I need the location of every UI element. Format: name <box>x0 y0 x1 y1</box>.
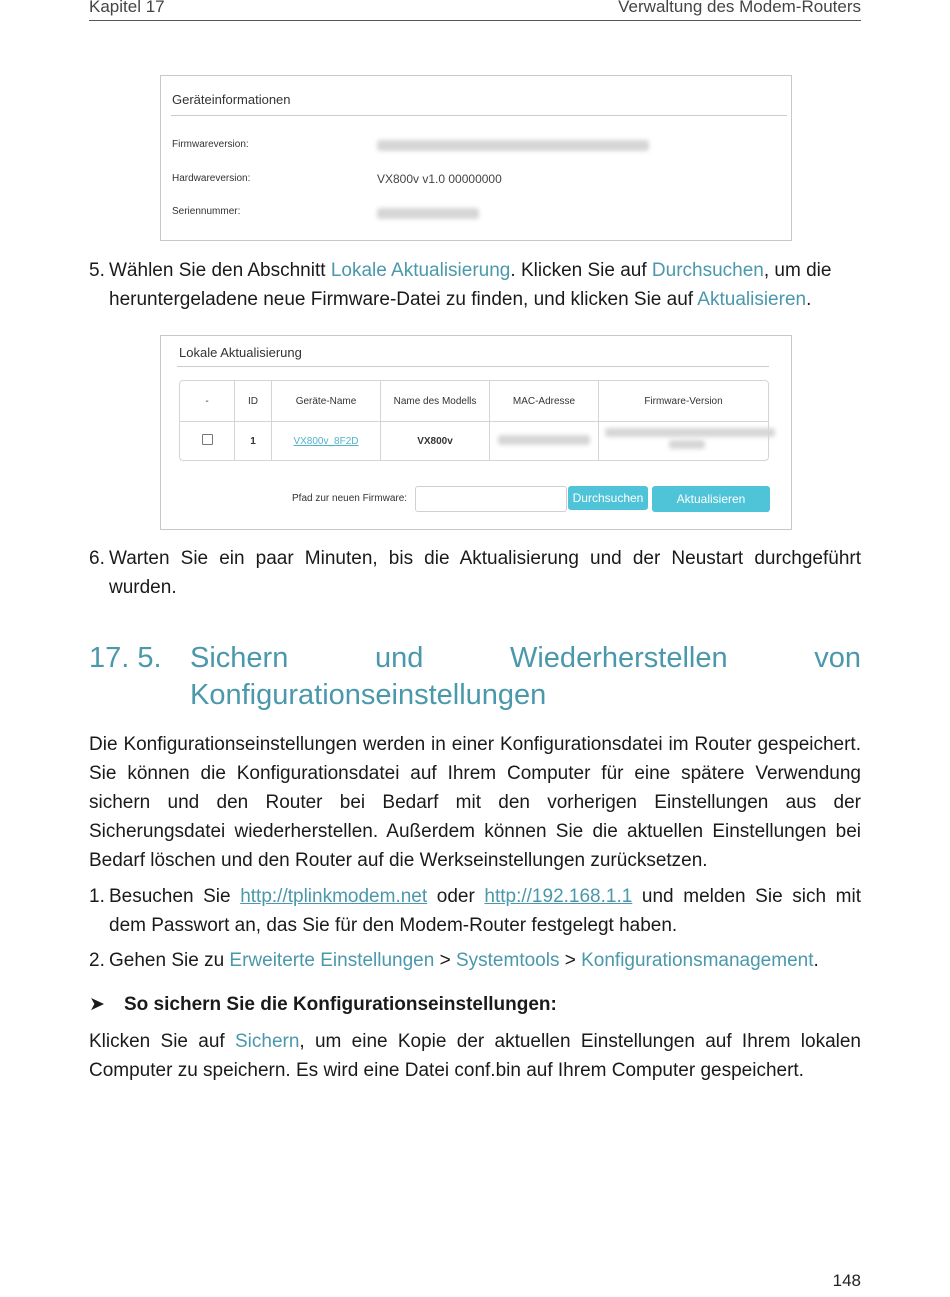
step-5-text-4: . <box>806 289 812 310</box>
arrow-bullet-icon: ➤ <box>89 994 105 1015</box>
section-number: 17. 5. <box>89 642 162 674</box>
step-2-highlight-systemtools: Systemtools <box>455 950 560 971</box>
step-5-text-2: . Klicken Sie auf <box>510 260 652 281</box>
step-6 <box>89 544 861 602</box>
row-checkbox[interactable] <box>202 434 213 445</box>
step-2 <box>89 946 861 975</box>
local-update-divider <box>177 366 769 367</box>
browse-button[interactable]: Durchsuchen <box>568 486 648 510</box>
row-mac-cell <box>490 422 599 460</box>
serial-label: Seriennummer: <box>172 206 241 217</box>
device-info-screenshot <box>160 75 792 241</box>
col-header-select: - <box>180 381 235 422</box>
step-2-highlight-advanced: Erweiterte Einstellungen <box>229 950 435 971</box>
step-6-text: Warten Sie ein paar Minuten, bis die Aktualisierung und der Neustart durchgeführt wurden. <box>109 548 861 598</box>
step-6-number: 6. <box>89 548 105 569</box>
step-2-text-2: . <box>813 950 819 971</box>
hardware-value: VX800v v1.0 00000000 <box>377 172 502 186</box>
update-button[interactable]: Aktualisieren <box>652 486 770 512</box>
page-number: 148 <box>832 1271 861 1290</box>
backup-highlight-save: Sichern <box>235 1031 300 1052</box>
firmware-path-label: Pfad zur neuen Firmware: <box>292 493 408 504</box>
step-1-number: 1. <box>89 886 105 907</box>
col-header-model: Name des Modells <box>381 381 490 422</box>
step-5-highlight-local-update: Lokale Aktualisierung <box>330 260 511 281</box>
row-firmware-cell <box>599 422 768 460</box>
step-5-text-1: Wählen Sie den Abschnitt <box>109 260 331 281</box>
row-device-name-link[interactable]: VX800v_8F2D <box>272 422 381 460</box>
step-1-text-1: Besuchen Sie <box>109 886 241 907</box>
serial-value-blurred <box>377 208 479 219</box>
row-select-cell <box>180 422 235 460</box>
device-info-divider <box>171 115 787 116</box>
intro-paragraph: Die Konfigurationseinstellungen werden in einer Konfigurationsdatei im Router gespeichert. Sie können die Konfigurationsdatei auf Ihrem Computer für eine spätere Verwendung sichern und den Router bei Bedarf mit den vorherigen Einstellungen aus der Sicherungsdatei wiederherstellen. Außerdem können Sie die aktuellen Einstellungen bei Bedarf löschen und den Router auf die Werkseinstellungen zurücksetzen. <box>89 734 861 871</box>
step-5 <box>89 256 861 314</box>
firmware-value-blurred <box>377 140 649 151</box>
tplinkmodem-link[interactable]: http://tplinkmodem.net <box>240 886 428 907</box>
step-1-text-2: oder <box>427 886 485 907</box>
local-update-screenshot <box>160 335 792 530</box>
step-1 <box>89 882 861 940</box>
device-table <box>179 380 769 461</box>
col-header-firmware: Firmware-Version <box>599 381 768 422</box>
step-2-highlight-config-mgmt: Konfigurationsmanagement <box>581 950 814 971</box>
firmware-path-input[interactable] <box>415 486 567 512</box>
col-header-mac: MAC-Adresse <box>490 381 599 422</box>
device-info-title: Geräteinformationen <box>172 92 291 107</box>
hardware-label: Hardwareversion: <box>172 173 251 184</box>
row-mac-blurred <box>498 435 590 445</box>
row-firmware-blurred-2 <box>669 440 705 449</box>
running-header <box>89 0 861 21</box>
section-title-line-1: Sichern und Wiederherstellen von <box>190 642 861 674</box>
ip-address-link[interactable]: http://192.168.1.1 <box>484 886 633 907</box>
step-2-text-1: Gehen Sie zu <box>109 950 230 971</box>
col-header-id: ID <box>235 381 272 422</box>
row-id: 1 <box>235 422 272 460</box>
row-firmware-blurred <box>605 428 775 437</box>
row-model: VX800v <box>381 422 490 460</box>
device-table-wrap <box>179 380 769 461</box>
chapter-label: Kapitel 17 <box>89 0 165 16</box>
section-label: Verwaltung des Modem-Routers <box>618 0 861 16</box>
step-2-separator-2: > <box>559 950 582 971</box>
local-update-title: Lokale Aktualisierung <box>179 345 302 360</box>
step-2-number: 2. <box>89 950 105 971</box>
step-5-highlight-browse: Durchsuchen <box>651 260 764 281</box>
backup-text-1: Klicken Sie auf <box>89 1031 235 1052</box>
backup-heading <box>89 990 861 1019</box>
backup-paragraph <box>89 1027 861 1085</box>
section-heading <box>89 640 861 714</box>
col-header-device-name: Geräte-Name <box>272 381 381 422</box>
backup-heading-text: So sichern Sie die Konfigurationseinstellungen: <box>124 994 557 1015</box>
step-1-text-3: und melden Sie sich mit dem Passwort an, das Sie für den Modem-Router festgelegt haben. <box>109 886 861 936</box>
firmware-label: Firmwareversion: <box>172 139 249 150</box>
step-5-number: 5. <box>89 260 105 281</box>
section-title-line-2: Konfigurationseinstellungen <box>190 679 547 711</box>
backup-text-2: , um eine Kopie der aktuellen Einstellungen auf Ihrem lokalen Computer zu speichern. Es wird eine Datei conf.bin auf Ihrem Computer gespeichert. <box>89 1031 861 1081</box>
step-2-separator-1: > <box>434 950 456 971</box>
table-header-row <box>180 381 768 422</box>
step-5-text-3: , um die heruntergeladene neue Firmware-Datei zu finden, und klicken Sie auf <box>109 260 832 310</box>
step-5-highlight-update: Aktualisieren <box>697 289 807 310</box>
table-row <box>180 422 768 460</box>
